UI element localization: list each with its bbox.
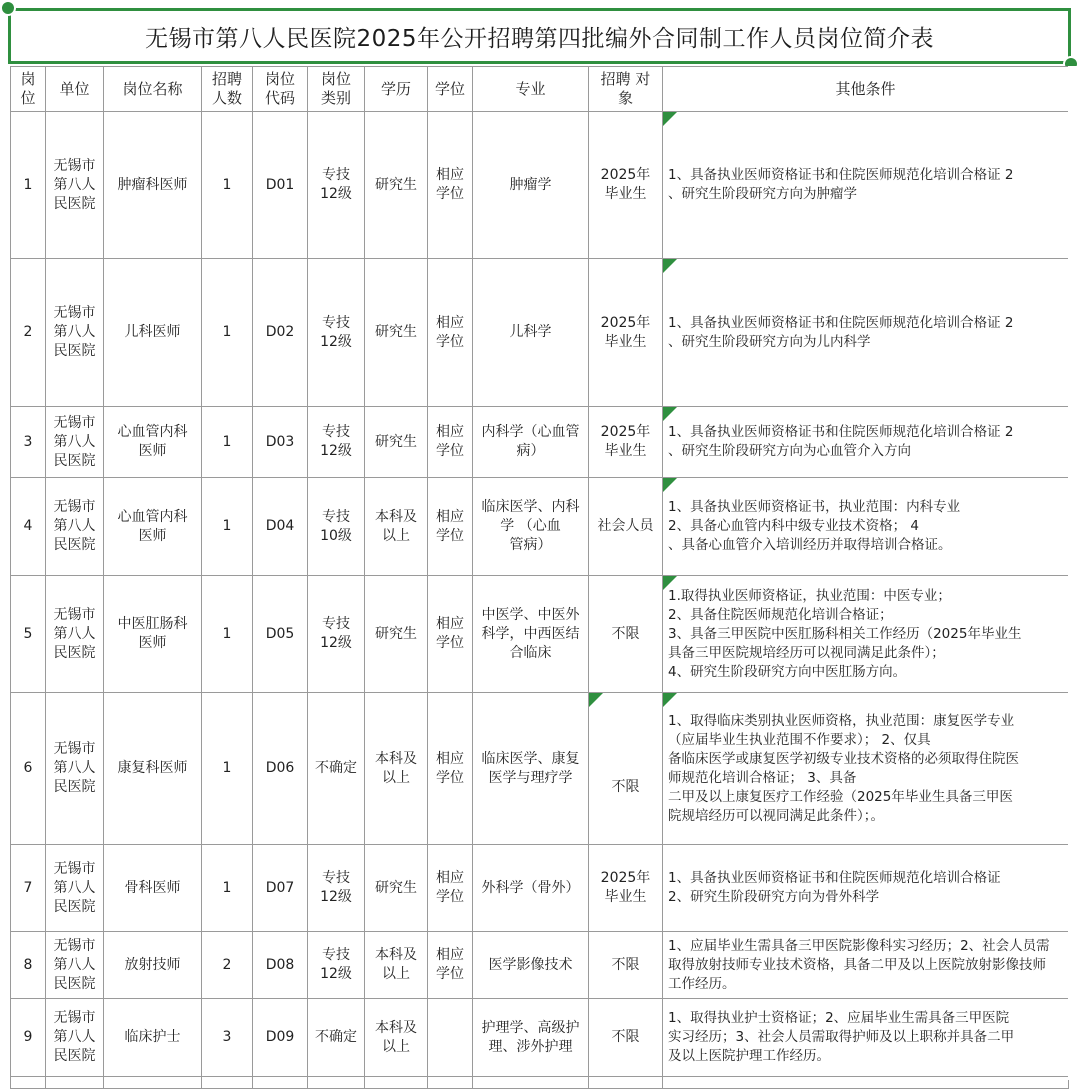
comment-marker [663, 693, 677, 707]
cell-degree[interactable] [428, 999, 473, 1077]
cell-count[interactable]: 1 [202, 259, 253, 407]
cell-degree[interactable]: 相应 学位 [428, 407, 473, 478]
cell-degree[interactable]: 相应 学位 [428, 576, 473, 693]
cell-unit[interactable]: 无锡市 第八人 民医院 [46, 693, 104, 845]
sheet-right-margin [1068, 66, 1081, 1080]
conditions-text: 1、具备执业医师资格证书和住院医师规范化培训合格证 2 、研究生阶段研究方向为肿瘤学 [668, 167, 1014, 202]
page-title: 无锡市第八人民医院2025年公开招聘第四批编外合同制工作人员岗位简介表 [144, 26, 935, 52]
conditions-text: 1、应届毕业生需具备三甲医院影像科实习经历；2、社会人员需 取得放射技师专业技术资格，具备二甲及以上医院放射影像技师 工作经历。 [668, 937, 1050, 992]
cell-unit[interactable]: 无锡市 第八人 民医院 [46, 259, 104, 407]
cell-major[interactable]: 肿瘤学 [473, 112, 589, 259]
empty-cell[interactable] [663, 1077, 1069, 1089]
cell-target[interactable]: 2025年 毕业生 [589, 112, 663, 259]
cell-count[interactable]: 3 [202, 999, 253, 1077]
cell-post[interactable]: 心血管内科 医师 [104, 478, 202, 576]
cell-count[interactable]: 1 [202, 576, 253, 693]
header-cell[interactable]: 岗位名称 [104, 67, 202, 112]
job-table [10, 66, 1069, 1089]
cell-count[interactable]: 1 [202, 478, 253, 576]
cell-unit[interactable]: 无锡市 第八人 民医院 [46, 932, 104, 999]
empty-cell[interactable] [11, 1077, 46, 1089]
cell-education[interactable]: 研究生 [365, 112, 428, 259]
cell-degree[interactable]: 相应 学位 [428, 693, 473, 845]
table-row [11, 112, 1069, 259]
table-row-partial [11, 1077, 1069, 1089]
cell-conditions[interactable] [663, 999, 1069, 1077]
cell-conditions[interactable] [663, 478, 1069, 576]
cell-degree[interactable]: 相应 学位 [428, 112, 473, 259]
cell-conditions[interactable] [663, 693, 1069, 845]
table-row [11, 693, 1069, 845]
empty-cell[interactable] [308, 1077, 365, 1089]
cell-major[interactable]: 医学影像技术 [473, 932, 589, 999]
cell-post[interactable]: 康复科医师 [104, 693, 202, 845]
comment-marker [663, 112, 677, 126]
cell-post[interactable]: 放射技师 [104, 932, 202, 999]
title-cell-selection[interactable] [8, 8, 1071, 64]
cell-target[interactable]: 不限 [589, 576, 663, 693]
empty-cell[interactable] [589, 1077, 663, 1089]
cell-major[interactable]: 临床医学、康复 医学与理疗学 [473, 693, 589, 845]
table-row [11, 999, 1069, 1077]
cell-target[interactable] [589, 693, 663, 845]
cell-target[interactable]: 不限 [589, 999, 663, 1077]
conditions-text: 1、具备执业医师资格证书和住院医师规范化培训合格证 2、研究生阶段研究方向为骨外科学 [668, 870, 1001, 905]
cell-code[interactable]: D07 [253, 845, 308, 932]
conditions-text: 1、取得执业护士资格证；2、应届毕业生需具备三甲医院 实习经历；3、社会人员需取得护师及以上职称并具备二甲 及以上医院护理工作经历。 [668, 1010, 1015, 1064]
conditions-text: 1、具备执业医师资格证书和住院医师规范化培训合格证 2 、研究生阶段研究方向为儿内科学 [668, 314, 1014, 350]
comment-marker [663, 259, 677, 273]
empty-cell[interactable] [253, 1077, 308, 1089]
cell-post[interactable]: 肿瘤科医师 [104, 112, 202, 259]
cell-post[interactable]: 中医肛肠科 医师 [104, 576, 202, 693]
cell-count[interactable]: 1 [202, 407, 253, 478]
empty-cell[interactable] [202, 1077, 253, 1089]
comment-marker [663, 407, 677, 421]
header-row [11, 67, 1069, 112]
cell-education[interactable]: 研究生 [365, 259, 428, 407]
cell-education[interactable]: 本科及 以上 [365, 932, 428, 999]
cell-category[interactable]: 专技 12级 [308, 407, 365, 478]
cell-unit[interactable]: 无锡市 第八人 民医院 [46, 407, 104, 478]
empty-cell[interactable] [104, 1077, 202, 1089]
cell-post[interactable]: 骨科医师 [104, 845, 202, 932]
conditions-text: 1、具备执业医师资格证书，执业范围：内科专业 2、具备心血管内科中级专业技术资格； 4 、具备心血管介入培训经历并取得培训合格证。 [668, 499, 961, 553]
conditions-text: 1.取得执业医师资格证，执业范围：中医专业； 2、具备住院医师规范化培训合格证； 3、具备三甲医院中医肛肠科相关工作经历（2025年毕业生 具备三甲医院规培经历可以视同满足此条件）； 4、研究生阶段研究方向中医肛肠方向。 [668, 587, 1022, 680]
cell-category[interactable]: 专技 12级 [308, 576, 365, 693]
cell-education[interactable]: 本科及 以上 [365, 693, 428, 845]
cell-degree[interactable]: 相应 学位 [428, 932, 473, 999]
cell-education[interactable]: 研究生 [365, 576, 428, 693]
comment-marker [663, 576, 677, 590]
cell-major[interactable]: 中医学、中医外 科学，中西医结 合临床 [473, 576, 589, 693]
cell-target[interactable]: 2025年 毕业生 [589, 845, 663, 932]
cell-post[interactable]: 儿科医师 [104, 259, 202, 407]
cell-no[interactable]: 6 [11, 693, 46, 845]
empty-cell[interactable] [46, 1077, 104, 1089]
cell-no[interactable]: 9 [11, 999, 46, 1077]
cell-conditions[interactable] [663, 932, 1069, 999]
cell-no[interactable]: 8 [11, 932, 46, 999]
cell-category[interactable]: 专技 12级 [308, 845, 365, 932]
cell-code[interactable]: D05 [253, 576, 308, 693]
header-cell[interactable]: 岗位 代码 [253, 67, 308, 112]
cell-major[interactable]: 护理学、高级护 理、涉外护理 [473, 999, 589, 1077]
cell-degree[interactable]: 相应 学位 [428, 478, 473, 576]
cell-no[interactable]: 7 [11, 845, 46, 932]
cell-category[interactable]: 不确定 [308, 999, 365, 1077]
cell-category[interactable]: 专技 12级 [308, 259, 365, 407]
selection-handle-top-left[interactable] [0, 0, 16, 16]
header-cell[interactable]: 单位 [46, 67, 104, 112]
cell-post[interactable]: 心血管内科 医师 [104, 407, 202, 478]
cell-degree[interactable]: 相应 学位 [428, 259, 473, 407]
table-row [11, 259, 1069, 407]
cell-conditions[interactable] [663, 407, 1069, 478]
table-row [11, 478, 1069, 576]
conditions-text: 1、具备执业医师资格证书和住院医师规范化培训合格证 2 、研究生阶段研究方向为心血管介入方向 [668, 424, 1014, 459]
cell-conditions[interactable] [663, 845, 1069, 932]
cell-target[interactable]: 社会人员 [589, 478, 663, 576]
cell-education[interactable]: 本科及 以上 [365, 999, 428, 1077]
target-text: 不限 [611, 779, 640, 795]
conditions-text: 1、取得临床类别执业医师资格，执业范围：康复医学专业 （应届毕业生执业范围不作要求）； 2、仅具 备临床医学或康复医学初级专业技术资格的必须取得住院医 师规范化培训合格证； 3、具备 二甲及以上康复医疗工作经验（2025年毕业生具备三甲医 院规培经历可以视同满足此条件）；。 [668, 712, 1019, 824]
cell-major[interactable]: 儿科学 [473, 259, 589, 407]
cell-degree[interactable]: 相应 学位 [428, 845, 473, 932]
cell-conditions[interactable] [663, 576, 1069, 693]
table-row [11, 576, 1069, 693]
cell-post[interactable]: 临床护士 [104, 999, 202, 1077]
cell-code[interactable]: D01 [253, 112, 308, 259]
cell-category[interactable]: 专技 12级 [308, 112, 365, 259]
table-row [11, 407, 1069, 478]
header-cell[interactable]: 岗 位 [11, 67, 46, 112]
cell-no[interactable]: 4 [11, 478, 46, 576]
cell-unit[interactable]: 无锡市 第八人 民医院 [46, 112, 104, 259]
cell-count[interactable]: 1 [202, 693, 253, 845]
cell-no[interactable]: 1 [11, 112, 46, 259]
comment-marker [663, 478, 677, 492]
comment-marker [589, 693, 603, 707]
cell-major[interactable]: 内科学（心血管 病） [473, 407, 589, 478]
cell-code[interactable]: D03 [253, 407, 308, 478]
cell-major[interactable]: 外科学（骨外） [473, 845, 589, 932]
cell-target[interactable]: 2025年 毕业生 [589, 259, 663, 407]
cell-education[interactable]: 研究生 [365, 407, 428, 478]
empty-cell[interactable] [473, 1077, 589, 1089]
cell-target[interactable]: 不限 [589, 932, 663, 999]
header-cell[interactable]: 专业 [473, 67, 589, 112]
header-cell[interactable]: 学历 [365, 67, 428, 112]
cell-count[interactable]: 1 [202, 112, 253, 259]
cell-category[interactable]: 专技 10级 [308, 478, 365, 576]
cell-unit[interactable]: 无锡市 第八人 民医院 [46, 845, 104, 932]
header-cell[interactable]: 招聘 对 象 [589, 67, 663, 112]
cell-code[interactable]: D09 [253, 999, 308, 1077]
cell-unit[interactable]: 无锡市 第八人 民医院 [46, 478, 104, 576]
cell-education[interactable]: 本科及 以上 [365, 478, 428, 576]
cell-code[interactable]: D08 [253, 932, 308, 999]
cell-category[interactable]: 不确定 [308, 693, 365, 845]
cell-target[interactable]: 2025年 毕业生 [589, 407, 663, 478]
header-cell[interactable]: 岗位 类别 [308, 67, 365, 112]
empty-cell[interactable] [365, 1077, 428, 1089]
table-row [11, 932, 1069, 999]
cell-education[interactable]: 研究生 [365, 845, 428, 932]
cell-code[interactable]: D02 [253, 259, 308, 407]
cell-category[interactable]: 专技 12级 [308, 932, 365, 999]
cell-conditions[interactable] [663, 259, 1069, 407]
cell-unit[interactable]: 无锡市 第八人 民医院 [46, 999, 104, 1077]
cell-code[interactable]: D06 [253, 693, 308, 845]
cell-code[interactable]: D04 [253, 478, 308, 576]
cell-count[interactable]: 2 [202, 932, 253, 999]
table-row [11, 845, 1069, 932]
cell-major[interactable]: 临床医学、内科 学 （心血 管病） [473, 478, 589, 576]
header-cell[interactable]: 学位 [428, 67, 473, 112]
cell-count[interactable]: 1 [202, 845, 253, 932]
cell-conditions[interactable] [663, 112, 1069, 259]
cell-no[interactable]: 5 [11, 576, 46, 693]
empty-cell[interactable] [428, 1077, 473, 1089]
cell-no[interactable]: 2 [11, 259, 46, 407]
header-cell[interactable]: 招聘 人数 [202, 67, 253, 112]
cell-unit[interactable]: 无锡市 第八人 民医院 [46, 576, 104, 693]
header-cell[interactable]: 其他条件 [663, 67, 1069, 112]
cell-no[interactable]: 3 [11, 407, 46, 478]
